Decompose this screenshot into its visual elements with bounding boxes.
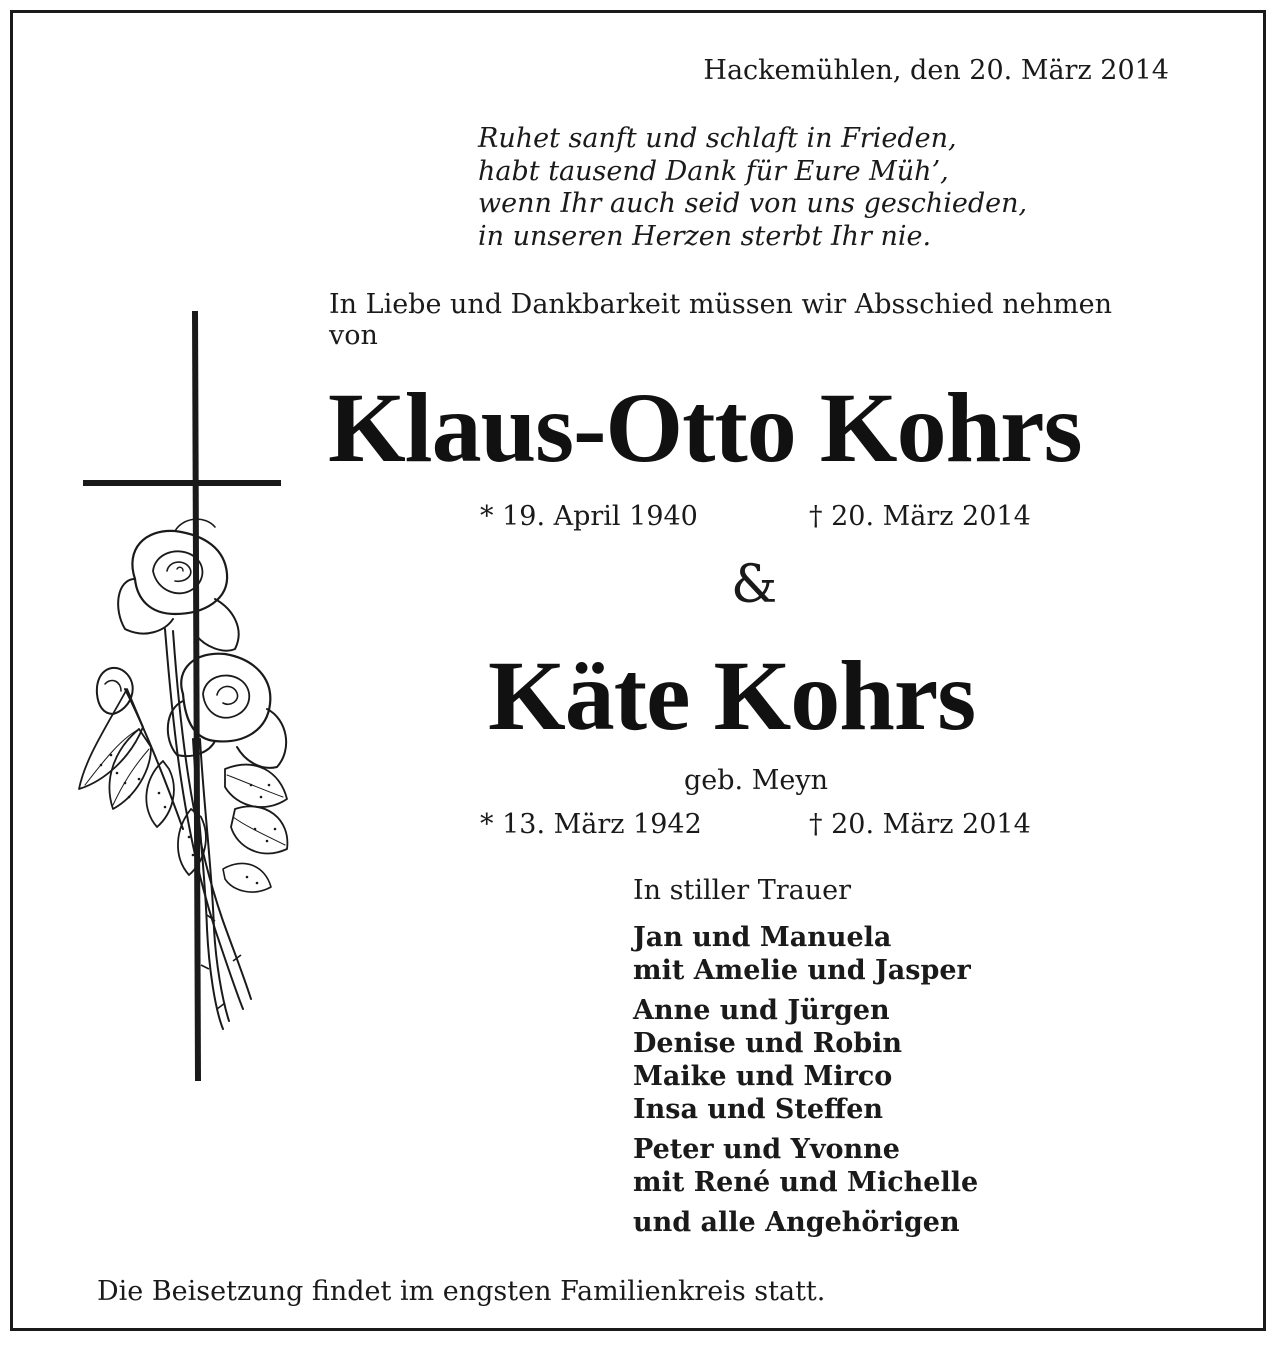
obituary-notice <box>10 10 1266 1331</box>
verse-line: Ruhet sanft und schlaft in Frieden, <box>478 123 957 154</box>
mourner-line: Denise und Robin <box>633 1028 903 1059</box>
verse-line: in unseren Herzen sterbt Ihr nie. <box>478 220 932 252</box>
verse-line: habt tausend Dank für Eure Müh’, <box>478 155 949 187</box>
intro-text <box>329 289 1112 351</box>
mourning-label: In stiller Trauer <box>633 875 852 906</box>
birth-date-2: * 13. März 1942 <box>480 809 702 840</box>
burial-note: Die Beisetzung findet im engsten Familienkreis statt. <box>97 1276 826 1307</box>
intro-line: von <box>329 320 378 351</box>
cross-with-roses-icon <box>65 309 295 1089</box>
mourner-group <box>633 994 978 1126</box>
mourner-line: und alle Angehörigen <box>633 1207 960 1238</box>
mourner-group <box>633 1133 978 1199</box>
mourner-group <box>633 1206 978 1239</box>
place-date: Hackemühlen, den 20. März 2014 <box>703 55 1169 86</box>
intro-line: In Liebe und Dankbarkeit müssen wir Absschied nehmen <box>329 289 1112 320</box>
mourner-line: Maike und Mirco <box>633 1061 893 1092</box>
ampersand: & <box>731 555 778 615</box>
memorial-verse <box>478 123 1027 253</box>
deceased-name-1: Klaus-Otto Kohrs <box>328 372 1082 483</box>
death-date-2: † 20. März 2014 <box>809 809 1031 840</box>
mourner-line: mit Amelie und Jasper <box>633 955 971 986</box>
mourner-line: mit René und Michelle <box>633 1167 979 1198</box>
mourner-line: Anne und Jürgen <box>633 995 890 1026</box>
mourner-line: Jan und Manuela <box>633 922 892 953</box>
mourner-group <box>633 921 978 987</box>
birth-name: geb. Meyn <box>684 765 828 796</box>
verse-line: wenn Ihr auch seid von uns geschieden, <box>478 188 1028 219</box>
mourners-list <box>633 921 978 1246</box>
deceased-name-2: Käte Kohrs <box>488 640 976 751</box>
mourner-line: Insa und Steffen <box>633 1094 884 1125</box>
death-date-1: † 20. März 2014 <box>809 501 1031 532</box>
mourner-line: Peter und Yvonne <box>633 1134 900 1165</box>
birth-date-1: * 19. April 1940 <box>480 501 698 532</box>
